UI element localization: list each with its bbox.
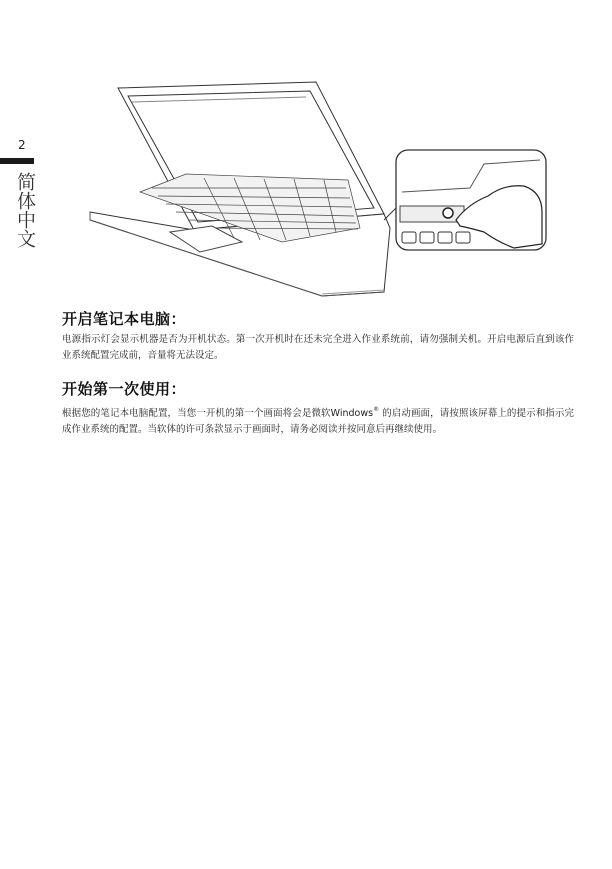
- registered-mark: ®: [373, 406, 380, 413]
- side-tab-marker: [0, 158, 34, 164]
- section-first-use-title: 开始第一次使用：: [62, 380, 187, 398]
- power-button-icon: [443, 208, 453, 218]
- first-use-body-part1: 根据您的笔记本电脑配置，当您一开机的第一个画面将会是微软Windows: [62, 408, 374, 419]
- section-power-on-body: 电源指示灯会显示机器是否为开机状态。第一次开机时在还未完全进入作业系统前，请勿强制关机。开启电源后直到该作业系统配置完成前，音量将无法设定。: [62, 334, 574, 361]
- language-side-label: 简体中文: [14, 172, 36, 248]
- section-first-use: [62, 378, 574, 438]
- page-number: 2: [18, 138, 26, 152]
- first-use-body-part2: 的启动画面，请按照该屏幕上的提示和指示完成作业系统的配置。当软体的许可条款显示于画面时，请务必阅读并按同意后再继续使用。: [62, 408, 574, 435]
- laptop-illustration: [84, 80, 554, 300]
- section-first-use-body: [62, 402, 574, 438]
- section-power-on-title: 开启笔记本电脑：: [62, 310, 187, 328]
- section-power-on: [62, 308, 574, 364]
